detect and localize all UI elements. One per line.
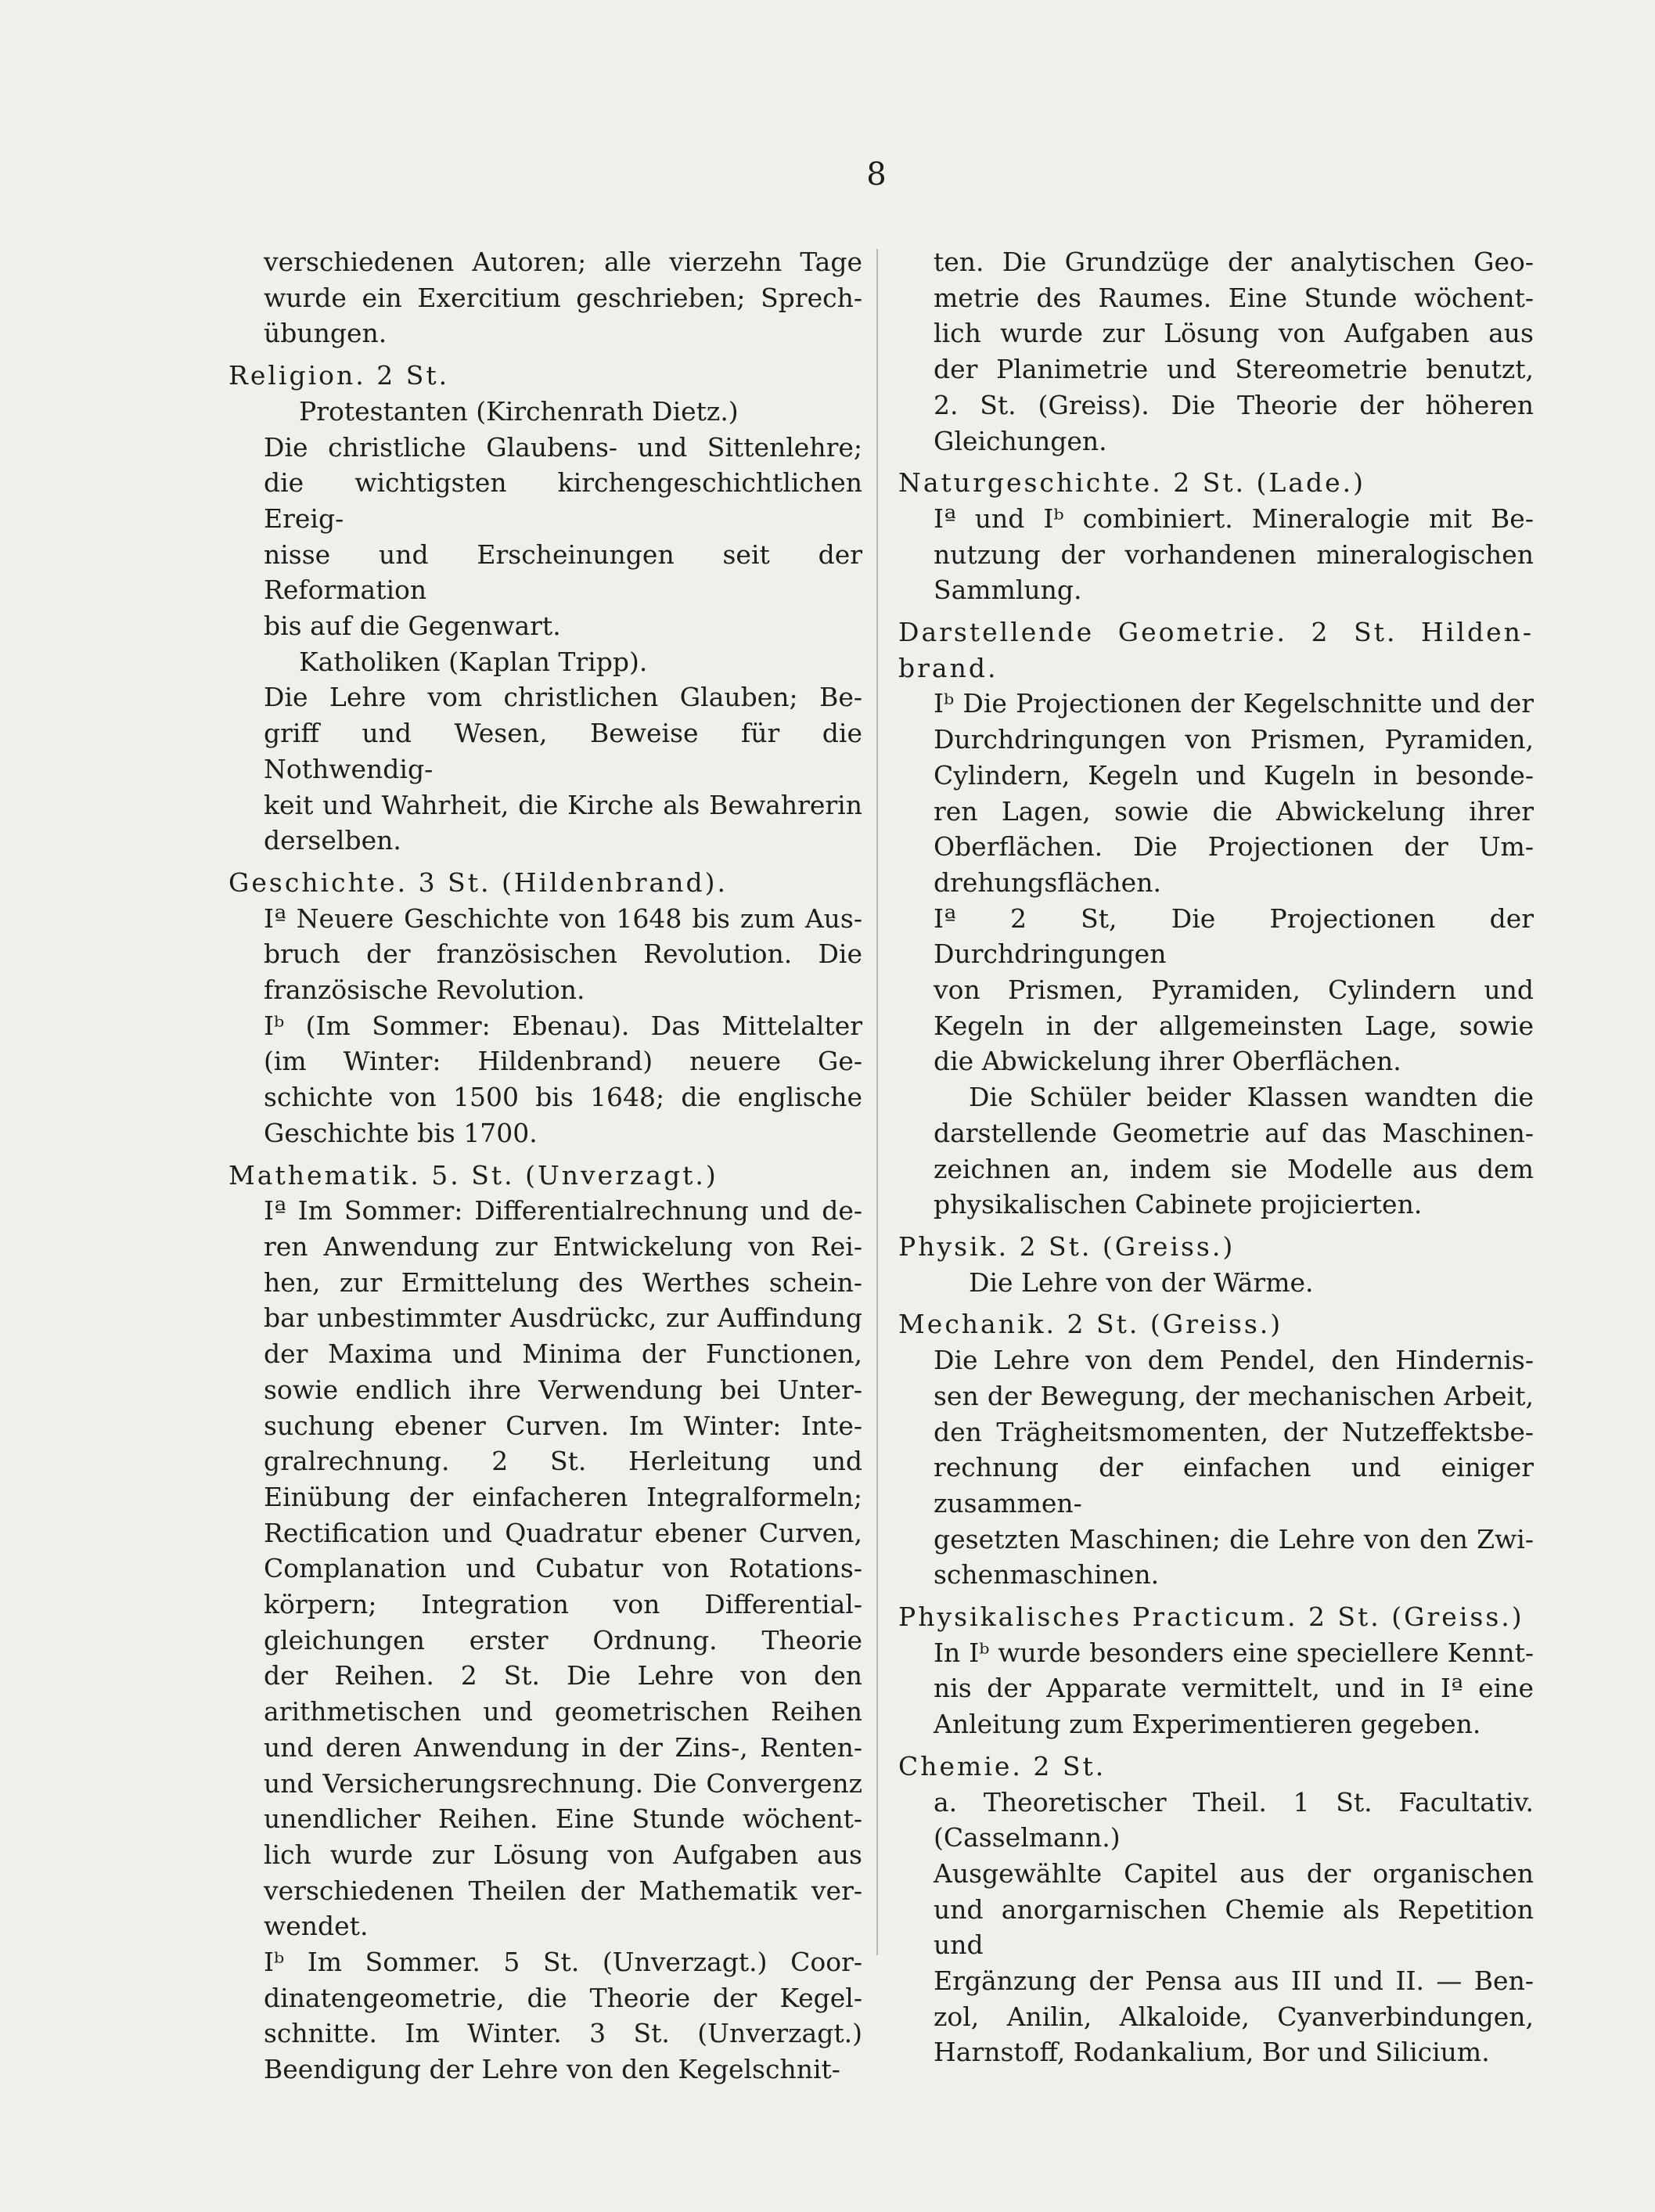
text-line: Katholiken (Kaplan Tripp). bbox=[299, 646, 648, 677]
text-line: Anleitung zum Experimentieren gegeben. bbox=[934, 1709, 1481, 1740]
text-line: (im Winter: Hildenbrand) neuere Ge- bbox=[264, 1046, 862, 1077]
text-line: und Versicherungsrechnung. Die Convergenz bbox=[264, 1767, 862, 1799]
paragraph bbox=[898, 1079, 1534, 1223]
column-divider bbox=[876, 249, 878, 1955]
text-line: (Casselmann.) bbox=[934, 1822, 1121, 1854]
text-line: Die Schüler beider Klassen wandten die bbox=[969, 1082, 1534, 1113]
text-line: bar unbestimmter Ausdrückc, zur Auffindung bbox=[264, 1302, 862, 1334]
text-line: Harnstoff, Rodankalium, Bor und Silicium. bbox=[934, 2037, 1490, 2068]
text-line: dinatengeometrie, die Theorie der Kegel- bbox=[264, 1982, 862, 2013]
paragraph bbox=[228, 244, 862, 351]
text-line: gralrechnung. 2 St. Herleitung und bbox=[264, 1446, 862, 1477]
text-line: Die Lehre vom christlichen Glauben; Be- bbox=[264, 682, 862, 713]
text-line: suchung ebener Curven. Im Winter: Inte- bbox=[264, 1410, 862, 1441]
text-line: Rectification und Quadratur ebener Curven, bbox=[264, 1517, 862, 1548]
paragraph bbox=[228, 901, 862, 1008]
paragraph bbox=[898, 1342, 1534, 1593]
text-line: Gleichungen. bbox=[934, 425, 1107, 456]
paragraph bbox=[228, 679, 862, 859]
text-line: darstellende Geometrie auf das Maschinen- bbox=[934, 1117, 1534, 1148]
text-line: Cylindern, Kegeln und Kugeln in besonde- bbox=[934, 759, 1534, 791]
text-line: Die christliche Glaubens- und Sittenlehre; bbox=[264, 431, 862, 463]
right-column bbox=[898, 244, 1534, 2070]
text-line: Geschichte bis 1700. bbox=[264, 1117, 538, 1148]
text-line: der Planimetrie und Stereometrie benutzt, bbox=[934, 354, 1534, 385]
text-line: In Iᵇ wurde besonders eine speciellere Kennt- bbox=[934, 1637, 1534, 1668]
paragraph bbox=[228, 394, 862, 430]
text-line: Die Lehre von der Wärme. bbox=[969, 1266, 1314, 1298]
text-line: nutzung der vorhandenen mineralogischen bbox=[934, 539, 1534, 570]
text-line: bis auf die Gegenwart. bbox=[264, 611, 561, 642]
text-line: Iª Neuere Geschichte von 1648 bis zum Aus- bbox=[264, 902, 862, 934]
section-heading bbox=[898, 465, 1534, 501]
page-number: 8 bbox=[866, 157, 887, 193]
text-line: Mathematik. 5. St. (Unverzagt.) bbox=[228, 1159, 718, 1191]
text-line: Iᵇ (Im Sommer: Ebenau). Das Mittelalter bbox=[264, 1010, 862, 1041]
text-line: körpern; Integration von Differential- bbox=[264, 1589, 862, 1620]
text-line: schnitte. Im Winter. 3 St. (Unverzagt.) bbox=[264, 2018, 862, 2049]
text-line: Physikalisches Practicum. 2 St. (Greiss.) bbox=[898, 1601, 1524, 1633]
text-line: hen, zur Ermittelung des Werthes schein- bbox=[264, 1266, 862, 1298]
text-line: Geschichte. 3 St. (Hildenbrand). bbox=[228, 866, 728, 898]
paragraph bbox=[898, 1785, 1534, 1856]
text-line: verschiedenen Theilen der Mathematik ver- bbox=[264, 1875, 862, 1906]
text-line: schichte von 1500 bis 1648; die englische bbox=[264, 1082, 862, 1113]
text-line: sen der Bewegung, der mechanischen Arbeit, bbox=[934, 1380, 1534, 1411]
section-heading bbox=[898, 1599, 1534, 1635]
text-line: Iª und Iᵇ combiniert. Mineralogie mit Be- bbox=[934, 503, 1534, 534]
text-line: die wichtigsten kirchengeschichtlichen Ereig- bbox=[264, 467, 862, 534]
text-line: physikalischen Cabinete projicierten. bbox=[934, 1189, 1423, 1220]
text-line: Einübung der einfacheren Integralformeln; bbox=[264, 1481, 862, 1512]
text-line: griff und Wesen, Beweise für die Nothwendig- bbox=[264, 718, 862, 784]
section-heading bbox=[898, 1306, 1534, 1342]
text-line: unendlicher Reihen. Eine Stunde wöchent- bbox=[264, 1803, 862, 1835]
text-line: französische Revolution. bbox=[264, 975, 585, 1006]
text-line: Complanation und Cubatur von Rotations- bbox=[264, 1553, 862, 1584]
text-line: Darstellende Geometrie. 2 St. Hilden- bbox=[898, 617, 1534, 648]
paragraph bbox=[898, 1265, 1534, 1301]
text-line: Ergänzung der Pensa aus III und II. — Ben- bbox=[934, 1965, 1534, 1997]
left-column bbox=[228, 244, 862, 2088]
text-line: die Abwickelung ihrer Oberflächen. bbox=[934, 1046, 1401, 1077]
text-line: Iª 2 St, Die Projectionen der Durchdringungen bbox=[934, 902, 1534, 970]
text-line: Naturgeschichte. 2 St. (Lade.) bbox=[898, 467, 1366, 499]
text-line: wendet. bbox=[264, 1911, 369, 1942]
text-line: Beendigung der Lehre von den Kegelschnit- bbox=[264, 2054, 840, 2085]
section-heading bbox=[898, 1749, 1534, 1785]
text-line: Protestanten (Kirchenrath Dietz.) bbox=[299, 395, 739, 427]
section-heading bbox=[898, 1229, 1534, 1265]
section-heading bbox=[228, 865, 862, 901]
text-line: ren Anwendung zur Entwickelung von Rei- bbox=[264, 1230, 862, 1262]
paragraph bbox=[228, 430, 862, 644]
text-line: übungen. bbox=[264, 318, 387, 349]
text-line: Oberflächen. Die Projectionen der Um- bbox=[934, 831, 1534, 863]
text-line: metrie des Raumes. Eine Stunde wöchent- bbox=[934, 282, 1534, 313]
text-line: Chemie. 2 St. bbox=[898, 1750, 1106, 1781]
text-line: schenmaschinen. bbox=[934, 1559, 1160, 1591]
text-line: Religion. 2 St. bbox=[228, 360, 450, 391]
text-line: rechnung der einfachen und einiger zusammen- bbox=[934, 1452, 1534, 1518]
text-line: Sammlung. bbox=[934, 575, 1082, 606]
paragraph bbox=[898, 686, 1534, 900]
paragraph bbox=[228, 1944, 862, 2088]
text-line: zeichnen an, indem sie Modelle aus dem bbox=[934, 1153, 1534, 1184]
text-line: sowie endlich ihre Verwendung bei Unter- bbox=[264, 1374, 862, 1405]
text-line: Ausgewählte Capitel aus der organischen bbox=[934, 1857, 1534, 1889]
text-line: ren Lagen, sowie die Abwickelung ihrer bbox=[934, 795, 1534, 827]
text-line: Iᵇ Die Projectionen der Kegelschnitte und der bbox=[934, 688, 1534, 719]
text-line: gesetzten Maschinen; die Lehre von den Zwi- bbox=[934, 1523, 1534, 1555]
section-heading bbox=[228, 358, 862, 394]
text-line: von Prismen, Pyramiden, Cylindern und bbox=[934, 975, 1534, 1006]
text-line: lich wurde zur Lösung von Aufgaben aus bbox=[264, 1839, 862, 1870]
text-line: und deren Anwendung in der Zins-, Renten- bbox=[264, 1731, 862, 1763]
text-line: der Maxima und Minima der Functionen, bbox=[264, 1338, 862, 1370]
paragraph bbox=[898, 1635, 1534, 1742]
paragraph bbox=[228, 644, 862, 680]
text-line: zol, Anilin, Alkaloide, Cyanverbindungen, bbox=[934, 2001, 1534, 2032]
paragraph bbox=[898, 901, 1534, 1080]
paragraph bbox=[228, 1193, 862, 1944]
text-line: arithmetischen und geometrischen Reihen bbox=[264, 1696, 862, 1727]
text-line: Iᵇ Im Sommer. 5 St. (Unverzagt.) Coor- bbox=[264, 1947, 862, 1978]
text-line: derselben. bbox=[264, 825, 401, 856]
text-line: ten. Die Grundzüge der analytischen Geo- bbox=[934, 247, 1534, 277]
text-line: nisse und Erscheinungen seit der Reformation bbox=[264, 539, 862, 606]
text-line: 2. St. (Greiss). Die Theorie der höheren bbox=[934, 389, 1534, 420]
text-line: brand. bbox=[898, 652, 998, 683]
text-line: gleichungen erster Ordnung. Theorie bbox=[264, 1624, 862, 1655]
text-line: Physik. 2 St. (Greiss.) bbox=[898, 1230, 1236, 1262]
text-line: Die Lehre von dem Pendel, den Hindernis- bbox=[934, 1345, 1534, 1376]
text-line: a. Theoretischer Theil. 1 St. Facultativ. bbox=[934, 1786, 1534, 1818]
text-line: keit und Wahrheit, die Kirche als Bewahrerin bbox=[264, 789, 862, 820]
text-line: drehungsflächen. bbox=[934, 866, 1161, 898]
paragraph bbox=[898, 1856, 1534, 2070]
text-line: Durchdringungen von Prismen, Pyramiden, bbox=[934, 724, 1534, 755]
text-line: Mechanik. 2 St. (Greiss.) bbox=[898, 1309, 1283, 1340]
text-line: wurde ein Exercitium geschrieben; Sprech- bbox=[264, 282, 862, 313]
text-line: und anorgarnischen Chemie als Repetition und bbox=[934, 1893, 1534, 1961]
text-line: nis der Apparate vermittelt, und in Iª eine bbox=[934, 1673, 1534, 1704]
section-heading bbox=[228, 1158, 862, 1194]
text-line: bruch der französischen Revolution. Die bbox=[264, 938, 862, 970]
paragraph bbox=[898, 501, 1534, 608]
text-line: lich wurde zur Lösung von Aufgaben aus bbox=[934, 318, 1534, 349]
text-line: verschiedenen Autoren; alle vierzehn Tage bbox=[264, 247, 862, 277]
text-line: Kegeln in der allgemeinsten Lage, sowie bbox=[934, 1010, 1534, 1041]
paragraph bbox=[898, 244, 1534, 459]
text-line: Iª Im Sommer: Differentialrechnung und de- bbox=[264, 1195, 862, 1227]
paragraph bbox=[228, 1008, 862, 1151]
text-line: den Trägheitsmomenten, der Nutzeffektsbe- bbox=[934, 1416, 1534, 1447]
text-line: der Reihen. 2 St. Die Lehre von den bbox=[264, 1660, 862, 1691]
section-heading bbox=[898, 614, 1534, 686]
